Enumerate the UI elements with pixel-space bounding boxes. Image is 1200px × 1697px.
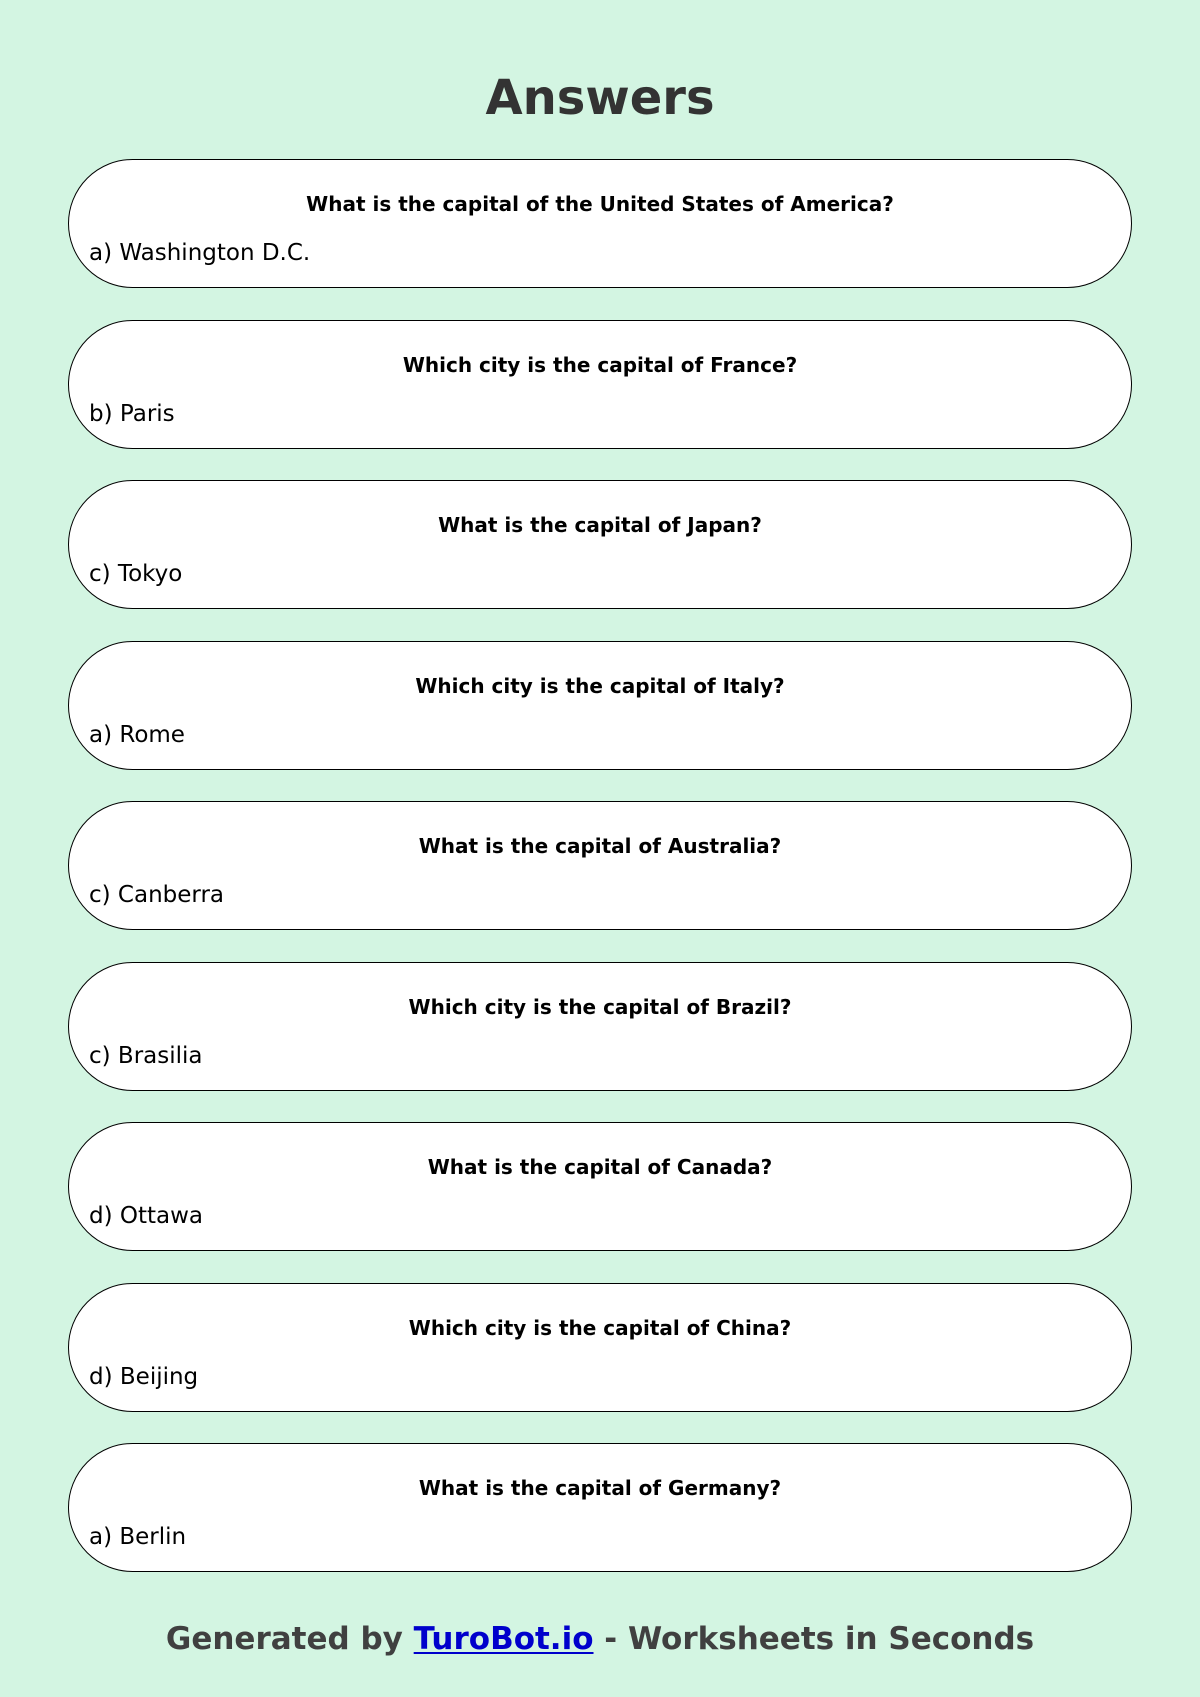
question-text: What is the capital of Australia? xyxy=(418,834,782,858)
question-text: What is the capital of Japan? xyxy=(438,513,762,537)
answer-text: a) Washington D.C. xyxy=(89,240,311,266)
question-text: What is the capital of Germany? xyxy=(418,1476,782,1500)
answer-card xyxy=(68,159,1132,288)
answer-text: c) Canberra xyxy=(89,882,225,908)
question-text: Which city is the capital of China? xyxy=(408,1315,792,1340)
answer-card xyxy=(68,1122,1132,1251)
turobot-link[interactable]: TuroBot.io xyxy=(413,1621,594,1657)
answer-text: d) Beijing xyxy=(89,1363,199,1390)
answer-text: a) Berlin xyxy=(89,1524,187,1550)
answer-text: c) Tokyo xyxy=(89,561,183,587)
answer-card xyxy=(68,1443,1132,1572)
question-text: Which city is the capital of Italy? xyxy=(415,673,785,698)
answer-text: a) Rome xyxy=(89,721,185,748)
question-text: Which city is the capital of France? xyxy=(402,352,798,377)
answer-card xyxy=(68,320,1132,449)
answer-card xyxy=(68,962,1132,1091)
footer xyxy=(0,1620,1200,1658)
question-text: Which city is the capital of Brazil? xyxy=(408,994,792,1019)
answer-text: c) Brasilia xyxy=(89,1042,203,1069)
footer-prefix: Generated by xyxy=(165,1621,414,1657)
answer-card xyxy=(68,801,1132,930)
question-text: What is the capital of the United States of America? xyxy=(306,192,894,216)
question-text: What is the capital of Canada? xyxy=(427,1155,773,1179)
answer-list xyxy=(68,159,1132,1604)
answer-card xyxy=(68,1283,1132,1412)
answer-card xyxy=(68,480,1132,609)
page-title: Answers xyxy=(485,70,715,126)
answer-text: d) Ottawa xyxy=(89,1203,204,1229)
answer-card xyxy=(68,641,1132,770)
answer-text: b) Paris xyxy=(89,400,175,427)
footer-suffix: - Worksheets in Seconds xyxy=(593,1621,1035,1657)
